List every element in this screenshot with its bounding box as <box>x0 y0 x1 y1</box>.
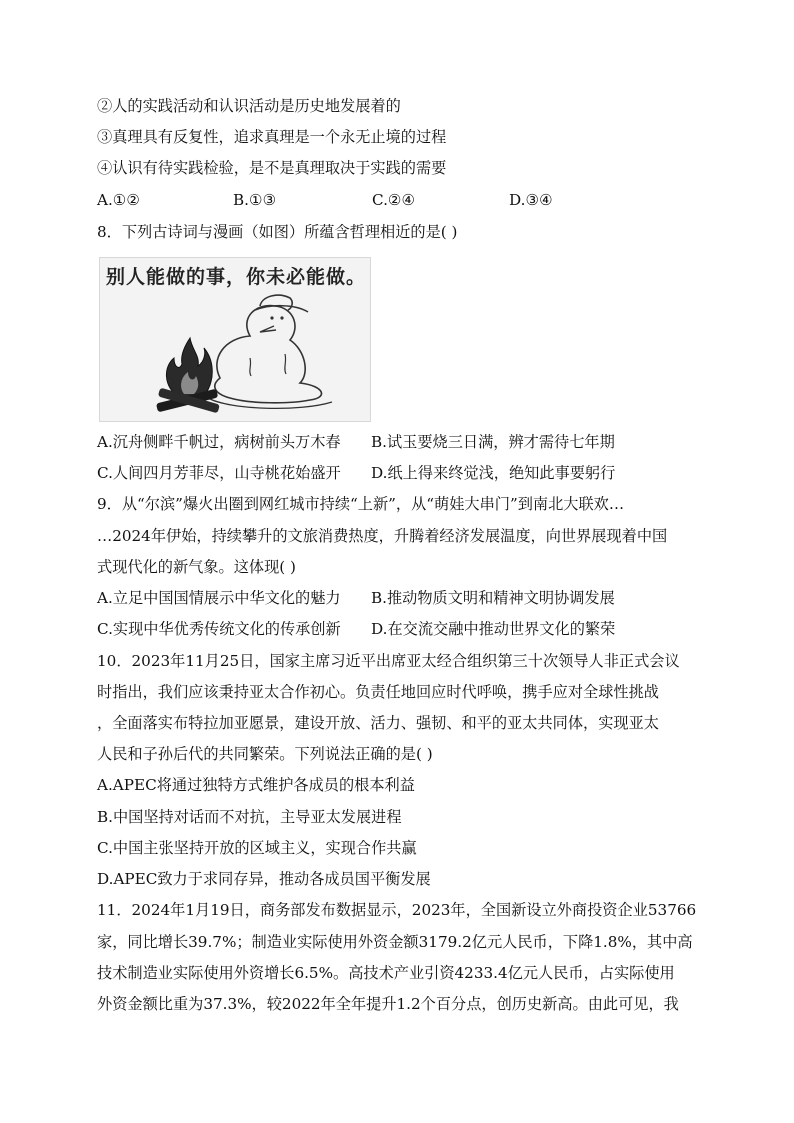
q9-option-d: D.在交流交融中推动世界文化的繁荣 <box>371 620 616 638</box>
q9-option-c: C.实现中华优秀传统文化的传承创新 <box>97 620 341 638</box>
q10-stem-line-4: 人民和子孙后代的共同繁荣。下列说法正确的是( ) <box>97 745 433 763</box>
q10-option-c: C.中国主张坚持开放的区域主义，实现合作共赢 <box>97 839 417 857</box>
q7-option-c: C.②④ <box>372 191 416 209</box>
q9-stem-line-1: 9．从“尔滨”爆火出圈到网红城市持续“上新”，从“萌娃大串门”到南北大联欢… <box>97 495 625 513</box>
cartoon-figure <box>99 257 371 422</box>
q7-option-b: B.①③ <box>233 191 277 209</box>
q10-option-a: A.APEC将通过独特方式维护各成员的根本利益 <box>97 776 415 794</box>
q10-stem-line-2: 时指出，我们应该秉持亚太合作初心。负责任地回应时代呼唤，携手应对全球性挑战 <box>97 683 659 701</box>
q11-stem-line-2: 家，同比增长39.7%；制造业实际使用外资金额3179.2亿元人民币，下降1.8%，其中高 <box>97 933 693 951</box>
q10-stem-line-1: 10．2023年11月25日，国家主席习近平出席亚太经合组织第三十次领导人非正式会议 <box>97 652 680 670</box>
q7-option-d: D.③④ <box>509 191 553 209</box>
q8-stem: 8．下列古诗词与漫画（如图）所蕴含哲理相近的是( ) <box>97 223 458 241</box>
q9-stem-line-3: 式现代化的新气象。这体现( ) <box>97 558 296 576</box>
q9-stem-line-2: …2024年伊始，持续攀升的文旅消费热度，升腾着经济发展温度，向世界展现着中国 <box>97 527 668 545</box>
q7-item-2: ②人的实践活动和认识活动是历史地发展着的 <box>97 97 401 115</box>
q10-stem-line-3: ，全面落实布特拉加亚愿景，建设开放、活力、强韧、和平的亚太共同体，实现亚太 <box>97 714 659 732</box>
q8-option-c: C.人间四月芳菲尽，山寺桃花始盛开 <box>97 464 341 482</box>
q11-stem-line-3: 技术制造业实际使用外资增长6.5%。高技术产业引资4233.4亿元人民币，占实际使用 <box>97 964 675 982</box>
q10-option-b: B.中国坚持对话而不对抗，主导亚太发展进程 <box>97 808 402 826</box>
q8-option-a: A.沉舟侧畔千帆过，病树前头万木春 <box>97 433 341 451</box>
cartoon-caption: 别人能做的事，你未必能做。 <box>106 266 367 288</box>
q7-option-a: A.①② <box>97 191 141 209</box>
q10-option-d: D.APEC致力于求同存异，推动各成员国平衡发展 <box>97 870 431 888</box>
q7-item-4: ④认识有待实践检验，是不是真理取决于实践的需要 <box>97 159 447 177</box>
q8-option-d: D.纸上得来终觉浅，绝知此事要躬行 <box>371 464 616 482</box>
q9-option-a: A.立足中国国情展示中华文化的魅力 <box>97 589 341 607</box>
q7-item-3: ③真理具有反复性，追求真理是一个永无止境的过程 <box>97 128 447 146</box>
q11-stem-line-4: 外资金额比重为37.3%，较2022年全年提升1.2个百分点，创历史新高。由此可见，我 <box>97 995 679 1013</box>
q11-stem-line-1: 11．2024年1月19日，商务部发布数据显示，2023年，全国新设立外商投资企业53766 <box>97 901 697 919</box>
q8-option-b: B.试玉要烧三日满，辨才需待七年期 <box>371 433 615 451</box>
q9-option-b: B.推动物质文明和精神文明协调发展 <box>371 589 615 607</box>
